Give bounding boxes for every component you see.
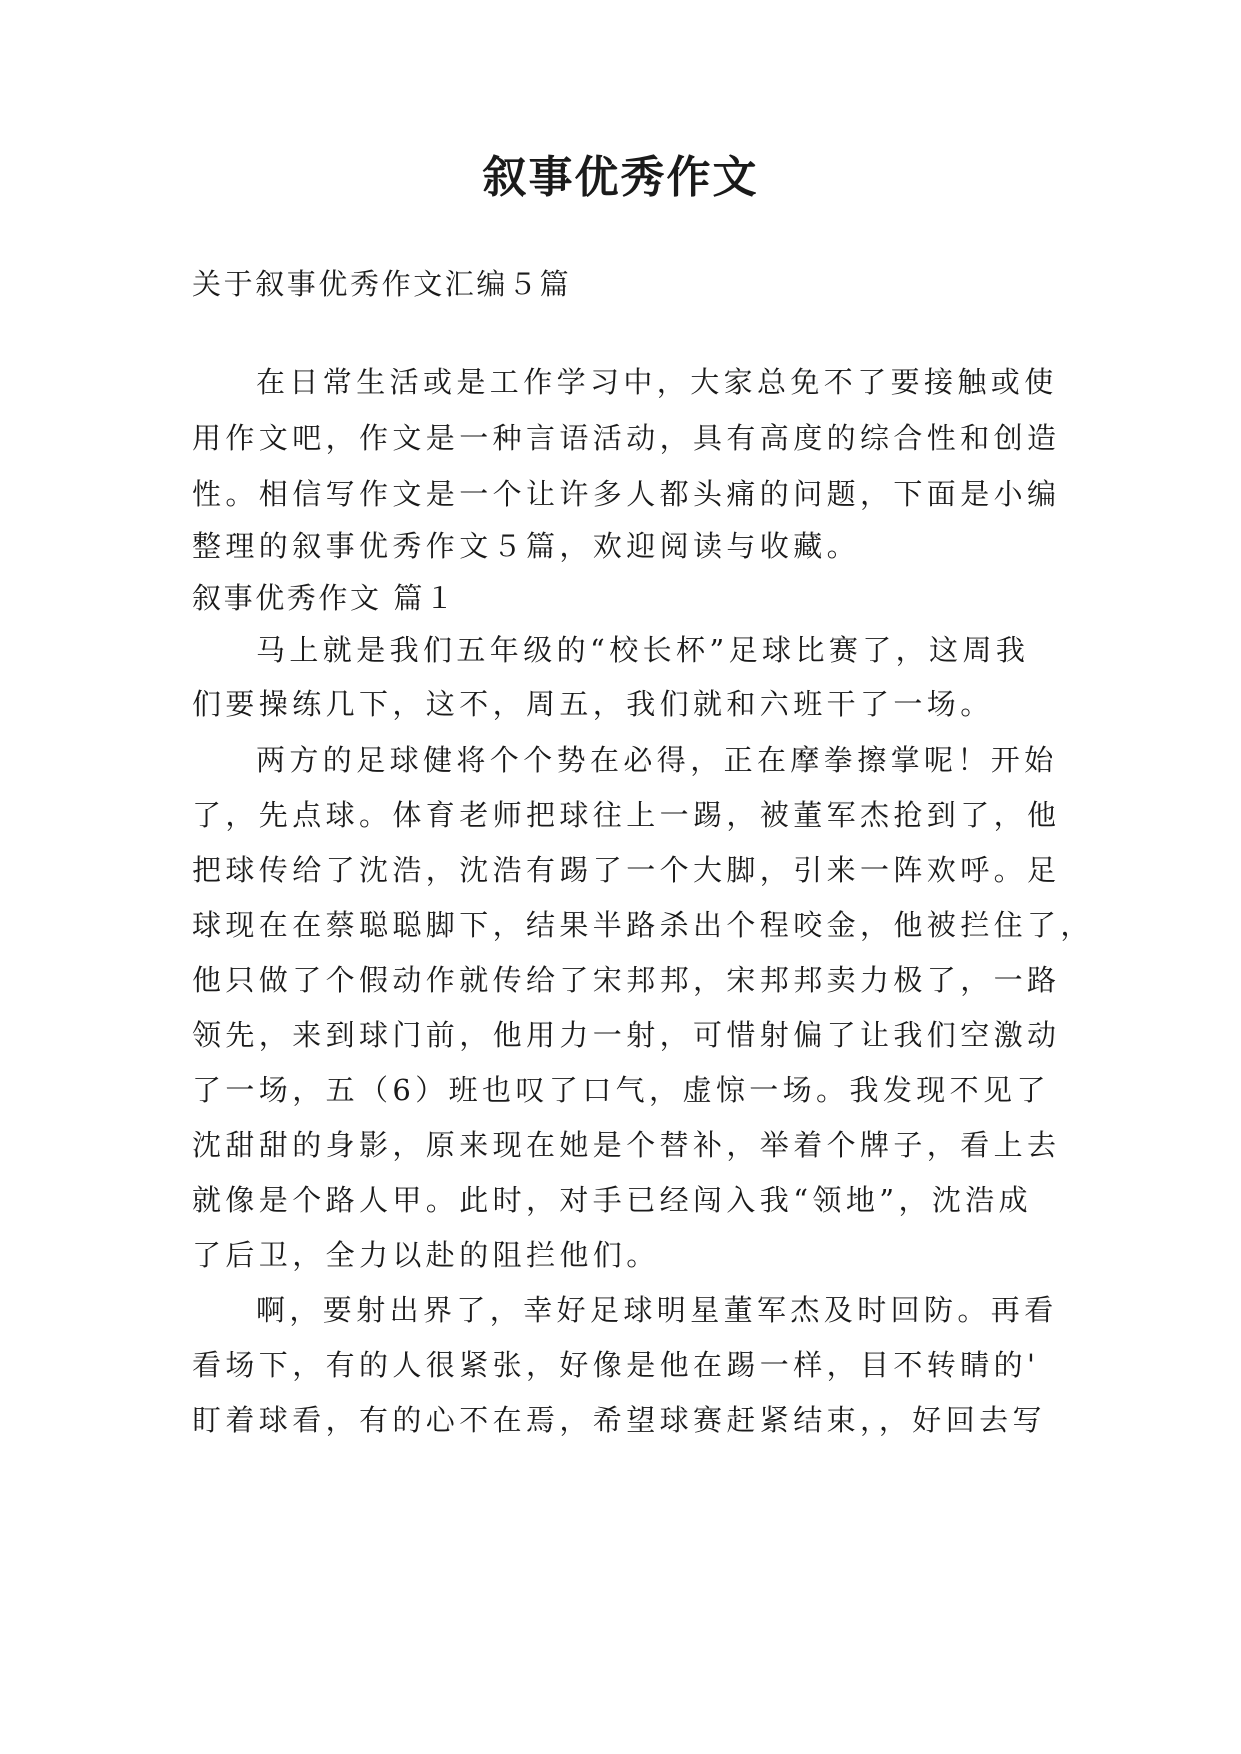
paragraph-line: 了一场，五（6）班也叹了口气，虚惊一场。我发现不见了 xyxy=(192,1073,1050,1107)
paragraph-line: 整理的叙事优秀作文５篇，欢迎阅读与收藏。 xyxy=(192,529,861,563)
document-title: 叙事优秀作文 xyxy=(482,152,759,203)
paragraph-line: 马上就是我们五年级的“校长杯”足球比赛了，这周我 xyxy=(256,633,1030,667)
paragraph-line: 把球传给了沈浩，沈浩有踢了一个大脚，引来一阵欢呼。足 xyxy=(192,853,1061,887)
paragraph-line: 球现在在蔡聪聪脚下，结果半路杀出个程咬金，他被拦住了， xyxy=(192,908,1094,942)
paragraph-line: 两方的足球健将个个势在必得，正在摩拳擦掌呢！开始 xyxy=(256,743,1058,777)
paragraph-line: 了，先点球。体育老师把球往上一踢，被董军杰抢到了，他 xyxy=(192,798,1061,832)
document-subtitle: 关于叙事优秀作文汇编５篇 xyxy=(192,267,572,301)
paragraph-line: 他只做了个假动作就传给了宋邦邦，宋邦邦卖力极了，一路 xyxy=(192,963,1061,997)
paragraph-line: 性。相信写作文是一个让许多人都头痛的问题，下面是小编 xyxy=(192,477,1061,511)
paragraph-line: 就像是个路人甲。此时，对手已经闯入我“领地”，沈浩成 xyxy=(192,1183,1033,1217)
paragraph-line: 沈甜甜的身影，原来现在她是个替补，举着个牌子，看上去 xyxy=(192,1128,1061,1162)
paragraph-line: 盯着球看，有的心不在焉，希望球赛赶紧结束，，好回去写 xyxy=(192,1403,1046,1437)
section-heading: 叙事优秀作文 篇１ xyxy=(192,581,457,615)
paragraph-line: 在日常生活或是工作学习中，大家总免不了要接触或使 xyxy=(256,365,1058,399)
paragraph-line: 领先，来到球门前，他用力一射，可惜射偏了让我们空激动 xyxy=(192,1018,1061,1052)
paragraph-line: 看场下，有的人很紧张，好像是他在踢一样，目不转睛的' xyxy=(192,1348,1040,1382)
paragraph-line: 用作文吧，作文是一种言语活动，具有高度的综合性和创造 xyxy=(192,421,1061,455)
paragraph-line: 了后卫，全力以赴的阻拦他们。 xyxy=(192,1238,660,1272)
paragraph-line: 们要操练几下，这不，周五，我们就和六班干了一场。 xyxy=(192,687,994,721)
paragraph-line: 啊，要射出界了，幸好足球明星董军杰及时回防。再看 xyxy=(256,1293,1058,1327)
